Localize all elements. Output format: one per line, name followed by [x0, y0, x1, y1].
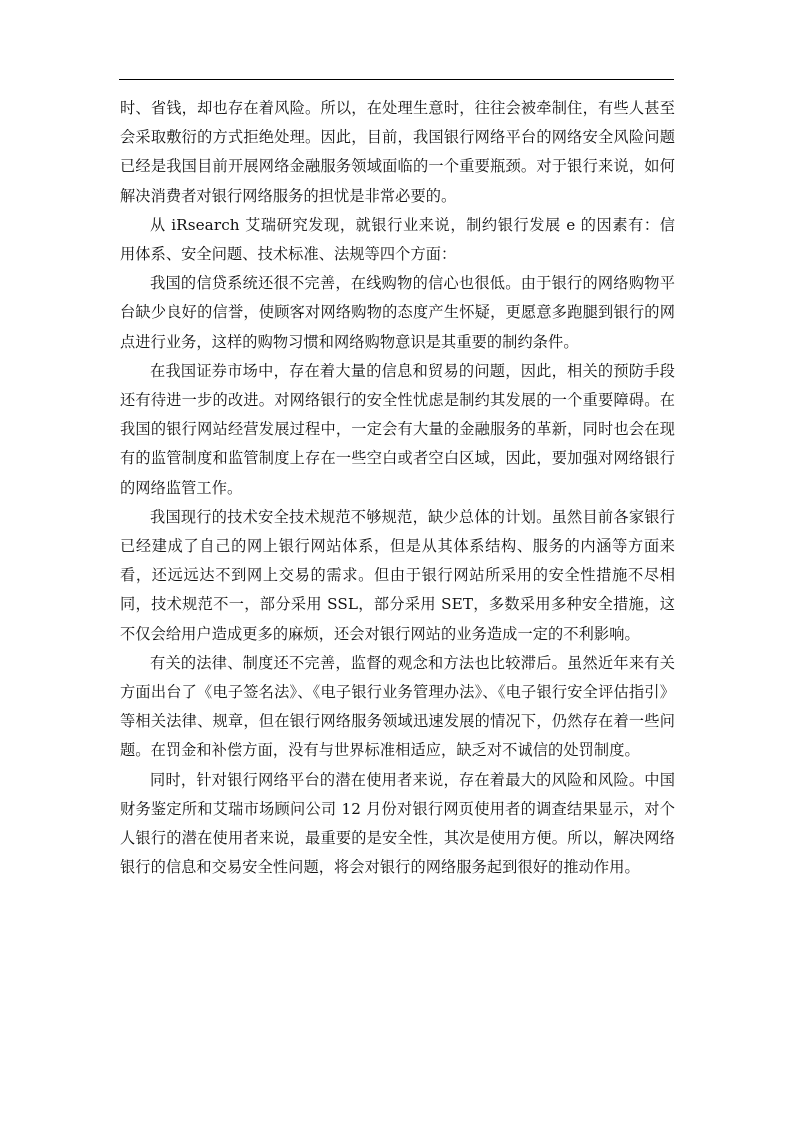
header-rule	[119, 79, 674, 80]
paragraph-continuation: 时、省钱，却也存在着风险。所以，在处理生意时，往往会被牵制住，有些人甚至会采取敷衍的方式拒绝处理。因此，目前，我国银行网络平台的网络安全风险问题已经是我国目前开展网络金融服务领域面临的一个重要瓶颈。对于银行来说，如何解决消费者对银行网络服务的担忧是非常必要的。	[120, 99, 675, 205]
paragraph-laws-regulations: 有关的法律、制度还不完善，监督的观念和方法也比较滞后。虽然近年来有关方面出台了《电子签名法》、《电子银行业务管理办法》、《电子银行安全评估指引》等相关法律、规章，但在银行网络服务领域迅速发展的情况下，仍然存在着一些问题。在罚金和补偿方面，没有与世界标准相适应，缺乏对不诚信的处罚制度。	[120, 653, 675, 760]
paragraph-irsearch-factors: 从 iRsearch 艾瑞研究发现，就银行业来说，制约银行发展 e 的因素有：信用体系、安全问题、技术标准、法规等四个方面：	[120, 215, 675, 264]
paragraph-security-issues: 在我国证券市场中，存在着大量的信息和贸易的问题，因此，相关的预防手段还有待进一步的改进。对网络银行的安全性忧虑是制约其发展的一个重要障碍。在我国的银行网站经营发展过程中，一定会有大量的金融服务的革新，同时也会在现有的监管制度和监管制度上存在一些空白或者空白区域，因此，要加强对网络银行的网络监管工作。	[120, 361, 675, 497]
paragraph-potential-users: 同时，针对银行网络平台的潜在使用者来说，存在着最大的风险和风险。中国财务鉴定所和艾瑞市场顾问公司 12 月份对银行网页使用者的调查结果显示，对个人银行的潜在使用者来说，最重要的是安全性，其次是使用方便。所以，解决网络银行的信息和交易安全性问题，将会对银行的网络服务起到很好的推动作用。	[120, 770, 675, 877]
paragraph-credit-system: 我国的信贷系统还很不完善，在线购物的信心也很低。由于银行的网络购物平台缺少良好的信誉，使顾客对网络购物的态度产生怀疑，更愿意多跑腿到银行的网点进行业务，这样的购物习惯和网络购物意识是其重要的制约条件。	[120, 274, 675, 351]
body-text	[120, 94, 675, 882]
paragraph-technical-standards: 我国现行的技术安全技术规范不够规范，缺少总体的计划。虽然目前各家银行已经建成了自己的网上银行网站体系，但是从其体系结构、服务的内涵等方面来看，还远远达不到网上交易的需求。但由于银行网站所采用的安全性措施不尽相同，技术规范不一，部分采用 SSL，部分采用 SET，多数采用多种安全措施，这不仅会给用户造成更多的麻烦，还会对银行网站的业务造成一定的不利影响。	[120, 507, 675, 643]
